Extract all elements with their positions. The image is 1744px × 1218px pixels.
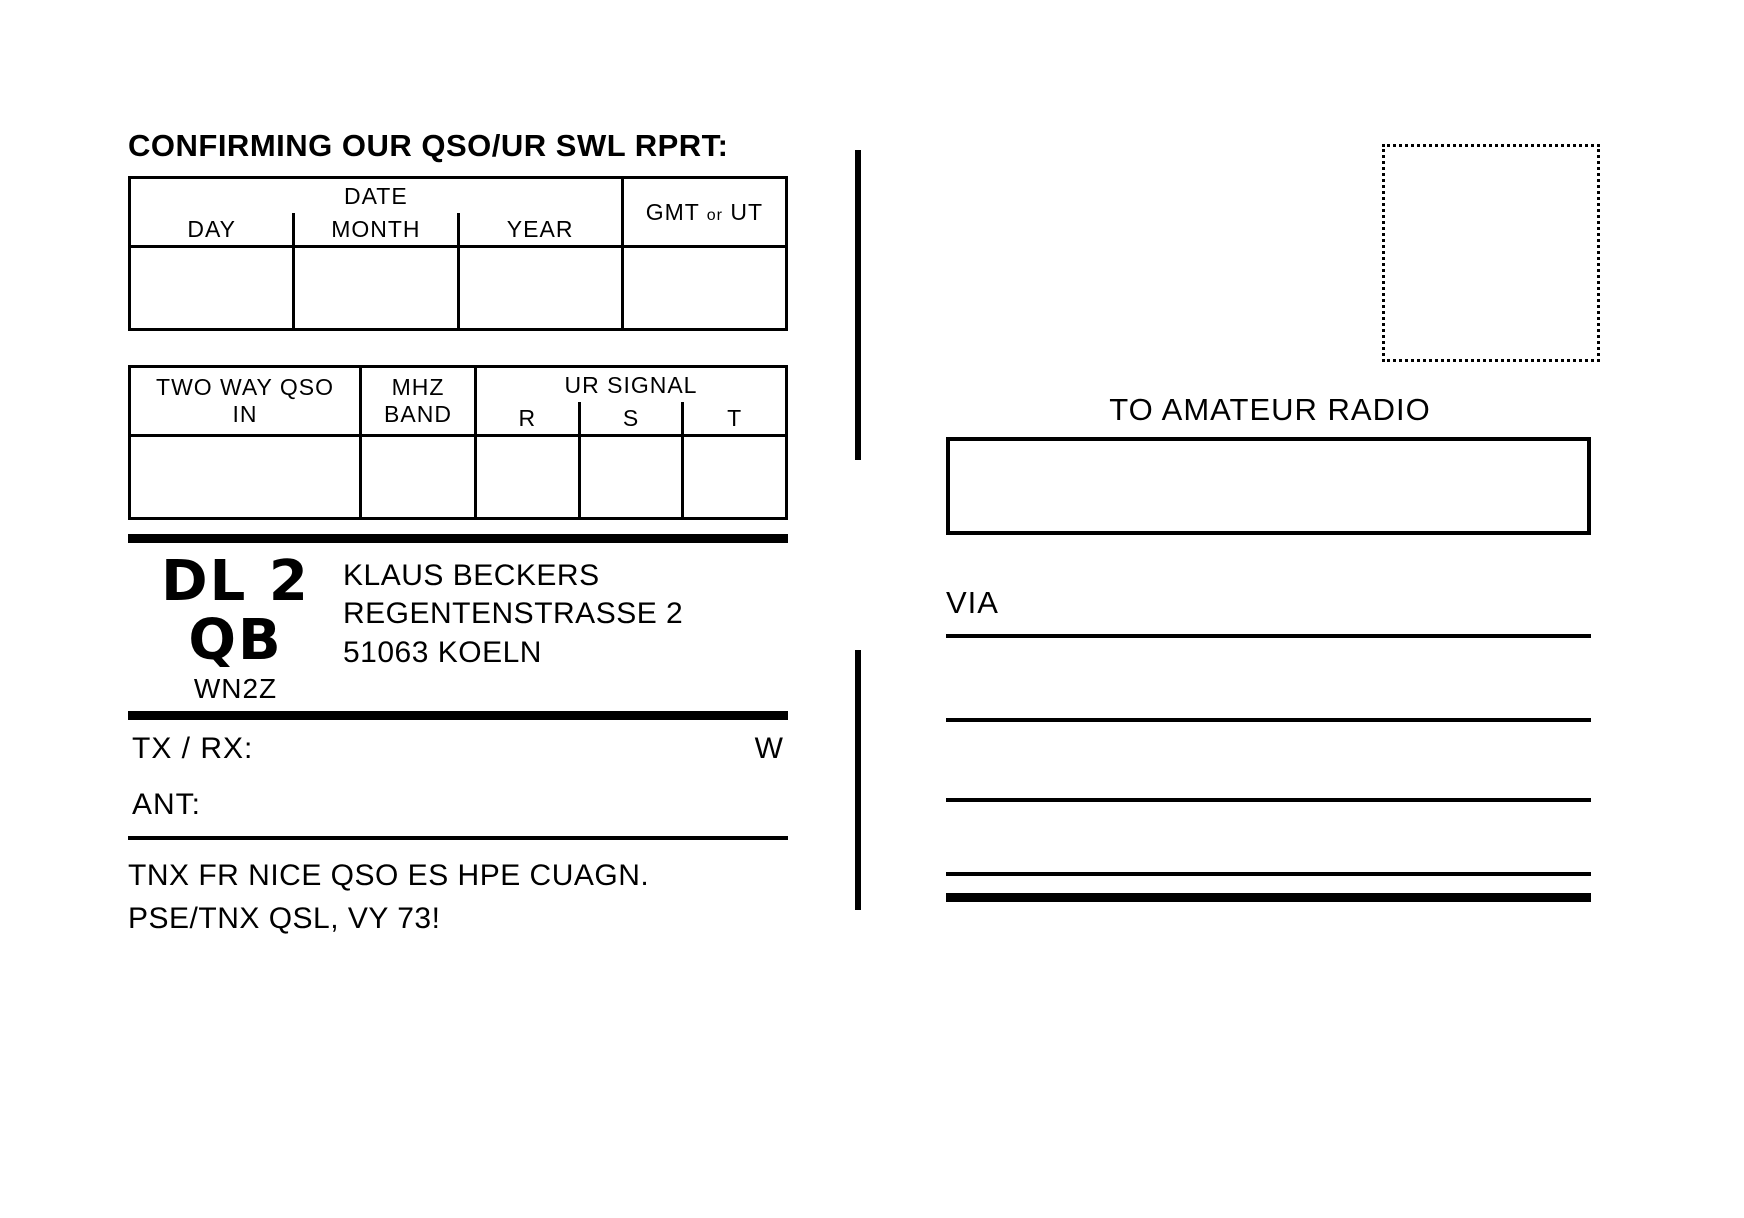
via-label: VIA (946, 585, 999, 620)
signal-s-header: S (579, 402, 683, 436)
qso-signal-table (128, 365, 788, 520)
signal-r-value[interactable] (476, 436, 580, 519)
gmt-header (622, 178, 786, 247)
divider-below-callsign (128, 711, 788, 720)
mhz-band-value[interactable] (361, 436, 476, 519)
signal-t-header: T (683, 402, 787, 436)
closing-message (128, 840, 788, 941)
address-line-rule-4 (946, 872, 1591, 876)
station-address (343, 553, 683, 672)
qsl-left-panel (128, 128, 788, 941)
month-header: MONTH (294, 213, 458, 247)
day-header: DAY (130, 213, 294, 247)
two-way-qso-header-line1: TWO WAY QSO (156, 374, 334, 400)
date-time-table (128, 176, 788, 331)
ur-signal-group-header: UR SIGNAL (476, 367, 787, 403)
gmt-header-unit: UT (730, 198, 764, 225)
day-value[interactable] (130, 247, 294, 330)
sub-callsign: WN2Z (193, 672, 278, 704)
year-header: YEAR (458, 213, 622, 247)
two-way-qso-header-line2: IN (232, 401, 258, 427)
gmt-header-or: or (706, 206, 723, 224)
two-way-qso-value[interactable] (130, 436, 361, 519)
ant-label: ANT: (132, 787, 202, 821)
address-line-rule-2 (946, 718, 1591, 722)
mhz-band-header-line1: MHZ (391, 374, 445, 400)
to-amateur-radio-title: TO AMATEUR RADIO (1109, 392, 1431, 427)
vertical-divider-top (855, 150, 861, 460)
ant-row (128, 776, 788, 836)
txrx-label: TX / RX: (132, 731, 254, 765)
two-way-qso-header (130, 367, 361, 436)
gmt-header-main: GMT (645, 198, 700, 225)
table-spacer (128, 331, 788, 365)
txrx-row (128, 720, 788, 776)
mhz-band-header-line2: BAND (384, 401, 452, 427)
address-line-3: 51063 KOELN (343, 635, 542, 669)
callsign-block (128, 549, 343, 705)
power-unit-label: W (754, 731, 784, 765)
confirming-title: CONFIRMING OUR QSO/UR SWL RPRT: (128, 128, 729, 163)
address-line-rule-1 (946, 634, 1591, 638)
year-value[interactable] (458, 247, 622, 330)
signal-t-value[interactable] (683, 436, 787, 519)
address-line-2: REGENTENSTRASSE 2 (343, 597, 684, 631)
message-line-1: TNX FR NICE QSO ES HPE CUAGN. (128, 858, 650, 892)
address-line-1: KLAUS BECKERS (343, 559, 600, 592)
vertical-divider-bottom (855, 650, 861, 910)
signal-r-header: R (476, 402, 580, 436)
mhz-band-header (361, 367, 476, 436)
date-group-header: DATE (130, 178, 623, 214)
message-line-2: PSE/TNX QSL, VY 73! (128, 902, 441, 936)
signal-s-value[interactable] (579, 436, 683, 519)
station-block (128, 543, 788, 711)
stamp-placeholder-box (1382, 144, 1600, 362)
address-bottom-rule (946, 893, 1591, 902)
month-value[interactable] (294, 247, 458, 330)
address-line-rule-3 (946, 798, 1591, 802)
callsign: DL 2 QB (161, 549, 310, 673)
gmt-value[interactable] (622, 247, 786, 330)
to-amateur-radio-field[interactable] (946, 437, 1591, 535)
divider-above-callsign (128, 534, 788, 543)
